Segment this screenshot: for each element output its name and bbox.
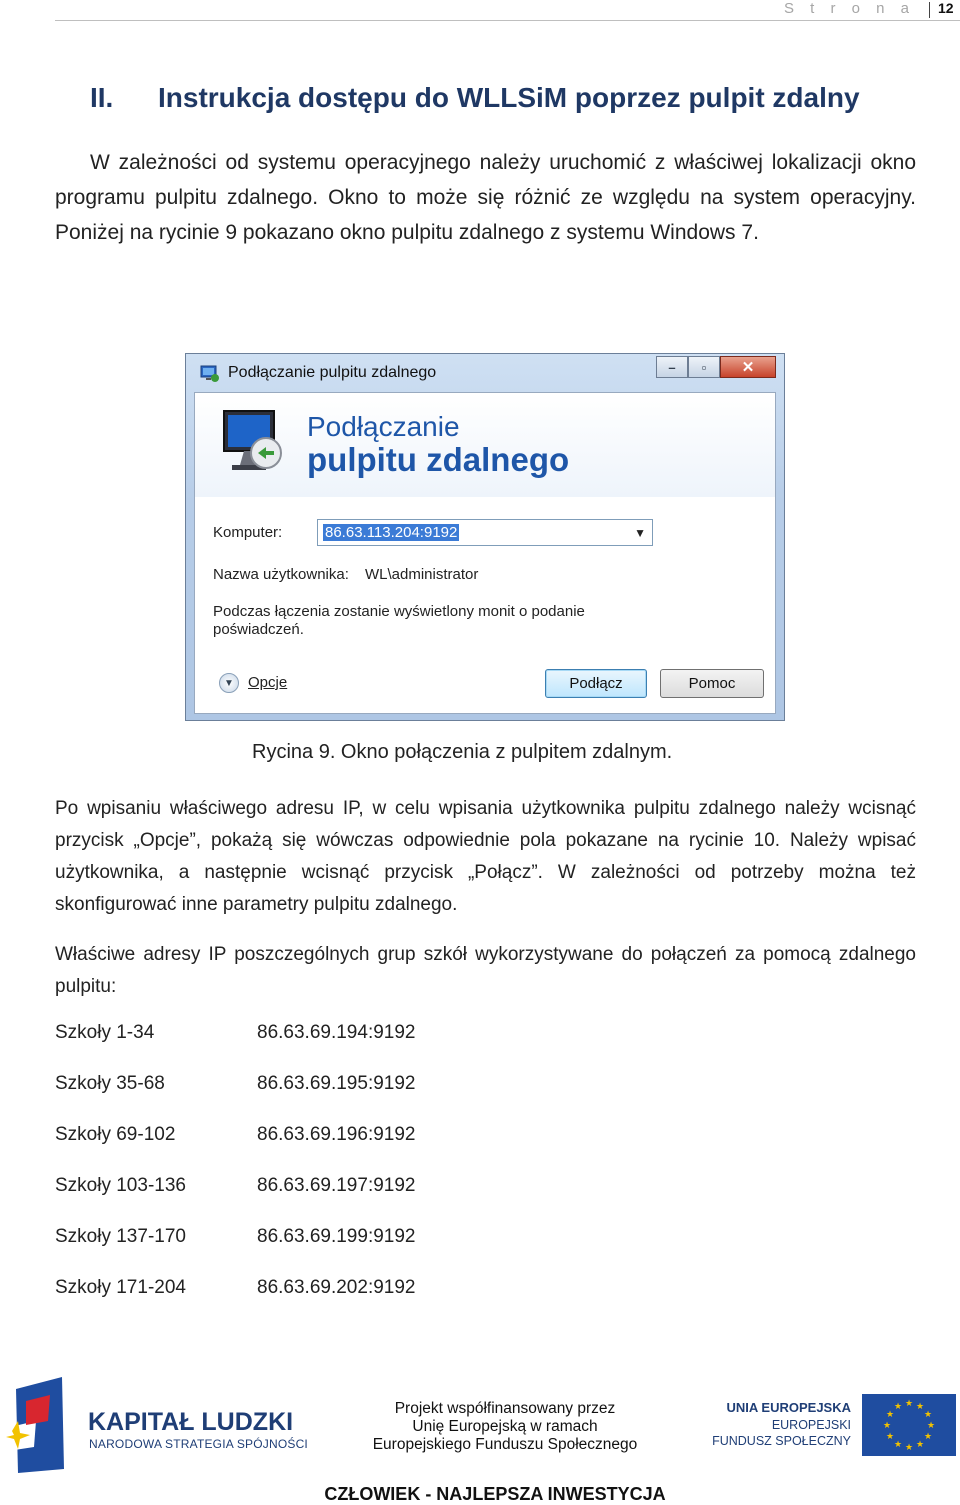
school-ip: 86.63.69.196:9192 (257, 1124, 416, 1145)
eu-line-1: UNIA EUROPEJSKA (726, 1400, 851, 1415)
svg-text:★: ★ (923, 1410, 933, 1420)
instructions-paragraph: Po wpisaniu właściwego adresu IP, w celu wpisania użytkownika pulpitu zdalnego należy wcisnąć przycisk „Opcje”, pokażą się wówczas odpowiednie pola pokazane na rycinie 10. Należy wpisać użytkownika, a następnie wcisnąć przycisk „Połącz”. W zależności od potrzeby można też skonfigurować inne parametry pulpitu zdalnego. (55, 798, 916, 915)
svg-text:★: ★ (904, 1399, 914, 1409)
svg-text:★: ★ (926, 1421, 936, 1431)
dialog-title: Podłączanie pulpitu zdalnego (228, 364, 437, 381)
svg-text:★: ★ (885, 1410, 895, 1420)
window-controls (656, 356, 776, 378)
page-number: 12 (938, 0, 954, 16)
svg-text:★: ★ (893, 1402, 903, 1412)
project-statement (360, 1400, 650, 1454)
project-line-3: Europejskiego Funduszu Społecznego (372, 1436, 638, 1453)
eu-flag-icon (862, 1394, 956, 1456)
section-heading (90, 82, 860, 114)
school-group: Szkoły 137-170 (55, 1226, 186, 1247)
options-expand-icon[interactable]: ▼ (219, 673, 239, 693)
school-group: Szkoły 35-68 (55, 1073, 165, 1094)
banner-line-2: pulpitu zdalnego (307, 441, 570, 478)
school-ip: 86.63.69.195:9192 (257, 1073, 416, 1094)
school-ip: 86.63.69.199:9192 (257, 1226, 416, 1247)
kapital-ludzki-subtitle: NARODOWA STRATEGIA SPÓJNOŚCI (89, 1437, 308, 1451)
section-title: Instrukcja dostępu do WLLSiM poprzez pulpit zdalny (158, 82, 860, 113)
close-icon[interactable]: ✕ (720, 356, 776, 378)
school-ip: 86.63.69.202:9192 (257, 1277, 416, 1298)
dialog-body (194, 392, 776, 714)
computer-value[interactable]: 86.63.113.204:9192 (325, 524, 458, 541)
username-value: WL\administrator (365, 566, 479, 583)
remote-desktop-dialog (185, 353, 785, 721)
header-separator (929, 2, 930, 18)
svg-text:★: ★ (923, 1432, 933, 1442)
eu-line-2: EUROPEJSKI (771, 1418, 851, 1432)
maximize-icon[interactable]: ▫ (688, 356, 720, 378)
intro-paragraph: W zależności od systemu operacyjnego należy uruchomić z właściwej lokalizacji okno programu pulpitu zdalnego. Okno to może się różnić ze względu na system operacyjny. Poniżej na rycinie 9 pokazano okno pulpitu zdalnego z systemu Windows 7. (55, 151, 916, 244)
minimize-icon[interactable]: – (656, 356, 688, 378)
eu-line-3: FUNDUSZ SPOŁECZNY (712, 1434, 851, 1448)
school-group: Szkoły 1-34 (55, 1022, 155, 1043)
section-number: II. (90, 82, 114, 113)
options-link[interactable]: Opcje (248, 674, 288, 691)
svg-text:★: ★ (904, 1443, 914, 1453)
project-line-1: Projekt współfinansowany przez (394, 1400, 616, 1417)
monitor-icon (220, 407, 300, 477)
footer-motto: CZŁOWIEK - NAJLEPSZA INWESTYCJA (324, 1484, 666, 1504)
username-label: Nazwa użytkownika: (213, 566, 349, 583)
svg-text:★: ★ (915, 1402, 925, 1412)
header-rule (55, 20, 960, 21)
computer-label: Komputer: (213, 524, 283, 541)
kapital-ludzki-logo-icon (6, 1377, 68, 1473)
svg-text:★: ★ (885, 1432, 895, 1442)
banner-line-1: Podłączanie (307, 411, 460, 442)
chevron-down-icon[interactable]: ▼ (634, 526, 646, 540)
page-label: S t r o n a (783, 0, 915, 17)
dialog-banner (195, 393, 775, 497)
connect-button[interactable]: Podłącz (545, 669, 647, 698)
project-line-2: Unię Europejską w ramach (412, 1418, 598, 1435)
school-group: Szkoły 69-102 (55, 1124, 176, 1145)
credentials-notice: Podczas łączenia zostanie wyświetlony monit o podanie poświadczeń. (213, 603, 585, 638)
kapital-ludzki-title: KAPITAŁ LUDZKI (88, 1408, 294, 1436)
school-ip: 86.63.69.194:9192 (257, 1022, 416, 1043)
help-button[interactable]: Pomoc (660, 669, 764, 698)
school-group: Szkoły 103-136 (55, 1175, 186, 1196)
school-group: Szkoły 171-204 (55, 1277, 186, 1298)
computer-combobox[interactable] (317, 519, 653, 546)
ip-intro-paragraph: Właściwe adresy IP poszczególnych grup szkół wykorzystywane do połączeń za pomocą zdalnego pulpitu: (55, 944, 916, 997)
remote-desktop-icon (200, 365, 220, 383)
svg-text:★: ★ (893, 1440, 903, 1450)
school-ip: 86.63.69.197:9192 (257, 1175, 416, 1196)
svg-text:★: ★ (915, 1440, 925, 1450)
figure-caption: Rycina 9. Okno połączenia z pulpitem zdalnym. (252, 741, 673, 763)
svg-text:★: ★ (882, 1421, 892, 1431)
